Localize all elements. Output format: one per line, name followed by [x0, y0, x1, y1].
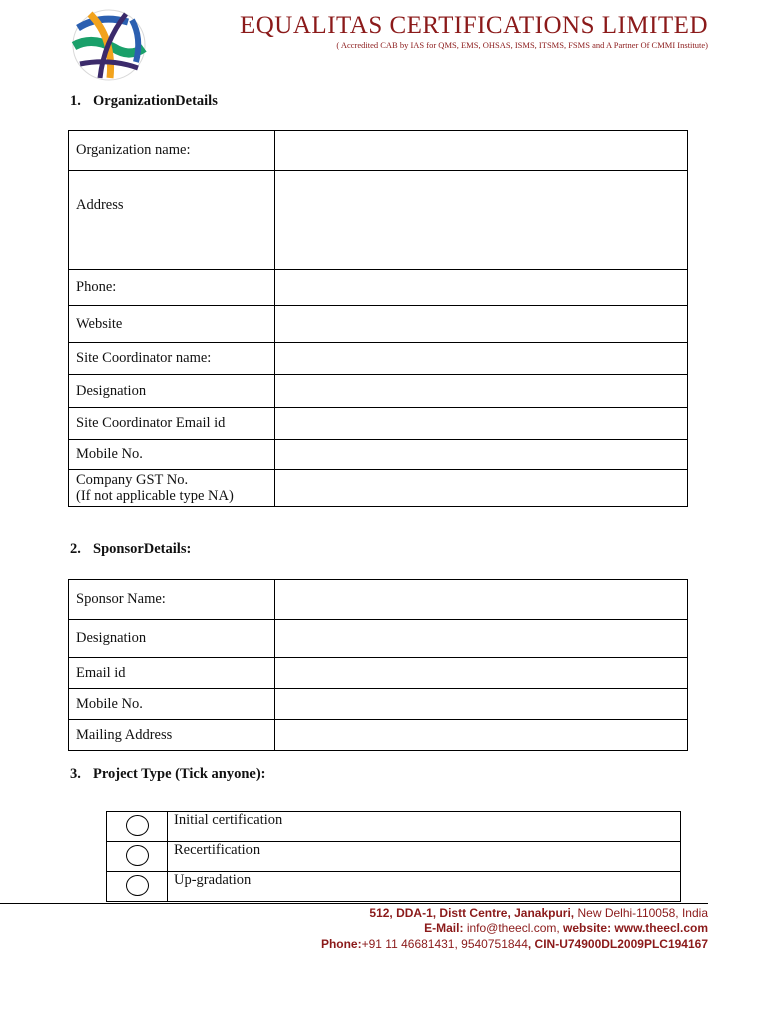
field-label-sponsor-mobile: Mobile No. — [69, 689, 275, 720]
field-label-phone: Phone: — [69, 270, 275, 306]
table-row — [69, 720, 688, 751]
radio-circle-recertification[interactable] — [126, 845, 149, 866]
field-label-site-coordinator-name: Site Coordinator name: — [69, 343, 275, 375]
section-heading-sponsor — [70, 541, 191, 558]
sponsor-details-table — [68, 579, 688, 751]
company-accreditation: ( Accredited CAB by IAS for QMS, EMS, OHSAS, ISMS, ITSMS, FSMS and A Partner Of CMMI Institute) — [336, 40, 708, 50]
option-label-recertification: Recertification — [168, 842, 681, 872]
field-input-sponsor-mobile[interactable] — [275, 689, 688, 720]
gst-label-note: (If not applicable type NA) — [76, 488, 234, 504]
footer-phone — [321, 937, 708, 951]
section-title: OrganizationDetails — [93, 93, 218, 109]
radio-circle-initial-certification[interactable] — [126, 815, 149, 836]
footer-website-link[interactable]: www.theecl.com — [611, 921, 708, 935]
field-label-sponsor-email: Email id — [69, 658, 275, 689]
footer-cin: , CIN-U74900DL2009PLC194167 — [527, 937, 708, 951]
section-title: SponsorDetails: — [93, 541, 192, 557]
table-row — [69, 689, 688, 720]
section-number: 2. — [70, 541, 81, 557]
company-name: EQUALITAS CERTIFICATIONS LIMITED — [239, 12, 708, 39]
footer-website-label: website: — [559, 921, 612, 935]
field-input-site-coordinator-name[interactable] — [275, 343, 688, 375]
field-label-mailing-address: Mailing Address — [69, 720, 275, 751]
table-row — [69, 408, 688, 440]
table-row — [69, 343, 688, 375]
organization-details-table — [68, 130, 688, 507]
option-label-initial-certification: Initial certification — [168, 812, 681, 842]
footer-phone-label: Phone: — [320, 937, 362, 951]
field-label-mobile: Mobile No. — [69, 440, 275, 470]
field-input-sponsor-email[interactable] — [275, 658, 688, 689]
field-input-address[interactable] — [275, 171, 688, 270]
field-input-phone[interactable] — [275, 270, 688, 306]
table-row — [69, 620, 688, 658]
table-row — [69, 470, 688, 507]
table-row — [69, 580, 688, 620]
footer-email-link[interactable]: info@theecl.com, — [463, 921, 560, 935]
field-label-organization-name: Organization name: — [69, 131, 275, 171]
section-heading-project-type — [70, 766, 266, 783]
field-label-sponsor-designation: Designation — [69, 620, 275, 658]
section-heading-organization — [70, 93, 218, 110]
radio-circle-up-gradation[interactable] — [126, 875, 149, 896]
table-row — [69, 270, 688, 306]
list-item — [107, 872, 681, 902]
option-radio-cell — [107, 872, 168, 902]
section-number: 3. — [70, 766, 81, 782]
field-label-gst — [69, 470, 275, 507]
list-item — [107, 842, 681, 872]
footer-phone-value: +91 11 46681431, 9540751844 — [361, 937, 528, 951]
field-input-mobile[interactable] — [275, 440, 688, 470]
table-row — [69, 306, 688, 343]
option-label-up-gradation: Up-gradation — [168, 872, 681, 902]
footer-address — [369, 906, 708, 920]
footer-divider — [0, 903, 708, 904]
field-input-mailing-address[interactable] — [275, 720, 688, 751]
field-input-sponsor-designation[interactable] — [275, 620, 688, 658]
field-input-coordinator-email[interactable] — [275, 408, 688, 440]
table-row — [69, 171, 688, 270]
field-label-address: Address — [69, 171, 275, 270]
field-label-coordinator-email: Site Coordinator Email id — [69, 408, 275, 440]
field-input-designation[interactable] — [275, 375, 688, 408]
gst-label-line: Company GST No. — [76, 472, 189, 488]
footer-email-label: E-Mail: — [424, 921, 464, 935]
field-label-designation: Designation — [69, 375, 275, 408]
option-radio-cell — [107, 842, 168, 872]
field-label-website: Website — [69, 306, 275, 343]
table-row — [69, 658, 688, 689]
footer-contact — [424, 921, 708, 935]
option-radio-cell — [107, 812, 168, 842]
globe-logo-icon — [70, 8, 148, 82]
project-type-options — [106, 811, 681, 902]
footer-street: 512, DDA-1, Distt Centre, Janakpuri, — [369, 906, 575, 920]
footer-city: New Delhi-110058, India — [574, 906, 708, 920]
field-label-sponsor-name: Sponsor Name: — [69, 580, 275, 620]
field-input-organization-name[interactable] — [275, 131, 688, 171]
section-title: Project Type (Tick anyone): — [93, 766, 266, 782]
field-input-website[interactable] — [275, 306, 688, 343]
section-number: 1. — [70, 93, 81, 109]
table-row — [69, 131, 688, 171]
list-item — [107, 812, 681, 842]
table-row — [69, 375, 688, 408]
table-row — [69, 440, 688, 470]
field-input-gst[interactable] — [275, 470, 688, 507]
field-input-sponsor-name[interactable] — [275, 580, 688, 620]
